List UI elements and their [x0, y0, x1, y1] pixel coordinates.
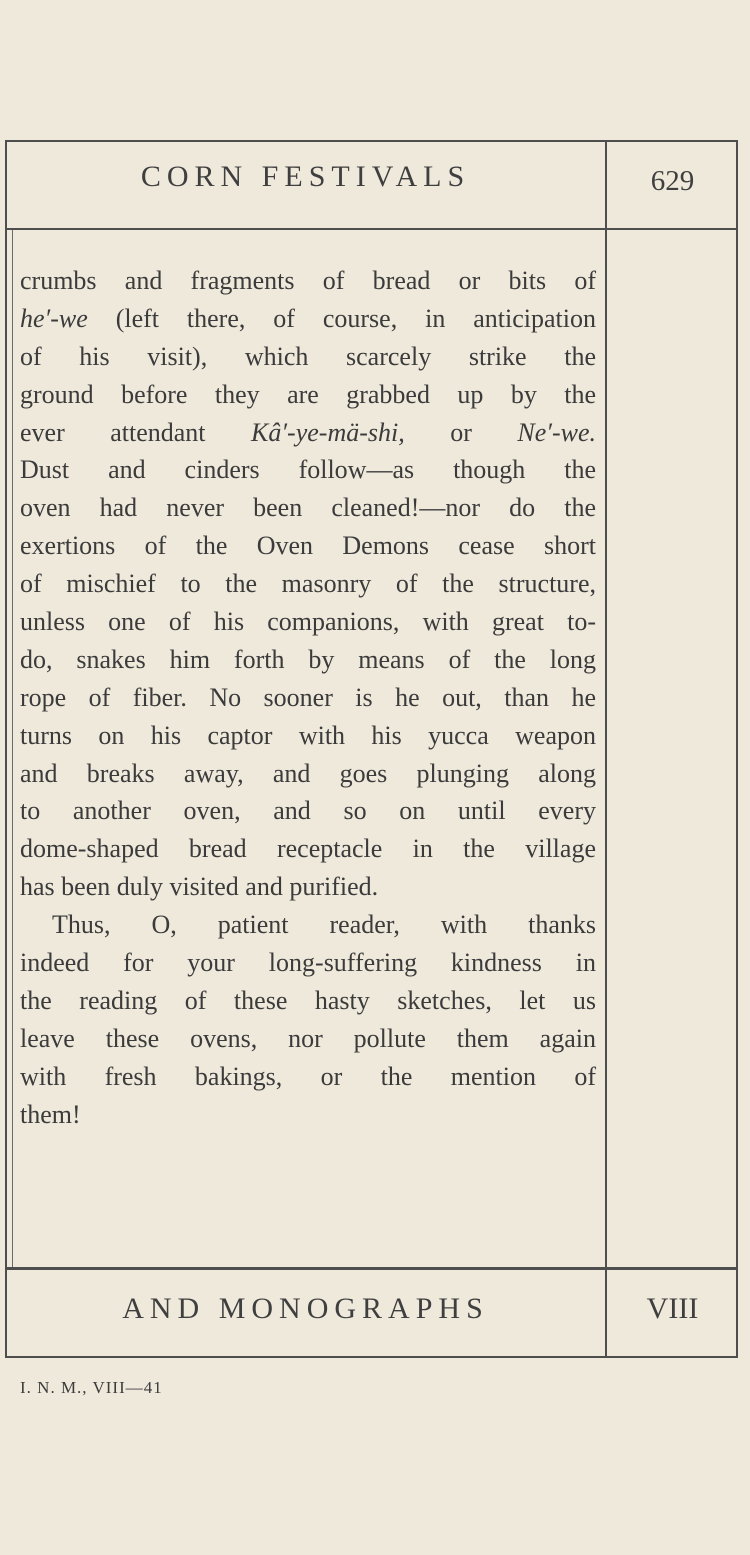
text-line: with fresh bakings, or the mention of [20, 1061, 596, 1091]
text-line: unless one of his companions, with great to- [20, 607, 596, 637]
text-line: turns on his captor with his yucca weapon [20, 720, 596, 750]
header-rule [5, 228, 738, 230]
text-line: do, snakes him forth by means of the long [20, 644, 596, 674]
text-line: exertions of the Oven Demons cease short [20, 531, 596, 561]
text-fragment: ever attendant [20, 417, 252, 447]
page-number: 629 [650, 165, 695, 197]
text-line: rope of fiber. No sooner is he out, than he [20, 682, 596, 712]
text-line: the reading of these hasty sketches, let us [20, 985, 596, 1015]
text-line: ground before they are grabbed up by the [20, 379, 596, 409]
native-term: he′-we [20, 303, 88, 333]
text-line: Dust and cinders follow—as though the [20, 455, 596, 485]
running-head: CORN FESTIVALS [140, 160, 471, 193]
footer-rule [5, 1267, 738, 1270]
text-line: of mischief to the masonry of the structure, [20, 569, 596, 599]
text-line: dome-shaped bread receptacle in the village [20, 834, 596, 864]
text-line [20, 300, 596, 338]
printer-signature: I. N. M., VIII—41 [20, 1378, 163, 1397]
text-line [20, 414, 596, 452]
native-term: Kâ′-ye-mä-shi, [251, 417, 405, 447]
text-line: has been duly visited and purified. [20, 872, 379, 902]
footer-volume: VIII [646, 1292, 699, 1325]
footer-title: AND MONOGRAPHS [122, 1292, 489, 1325]
text-line: of his visit), which scarcely strike the [20, 341, 596, 371]
column-divider [605, 140, 607, 1358]
native-term: Ne′-we. [517, 417, 596, 447]
text-line: and breaks away, and goes plunging along [20, 758, 596, 788]
text-line: leave these ovens, nor pollute them again [20, 1023, 596, 1053]
body-text [20, 262, 596, 1133]
text-line: them! [20, 1099, 81, 1129]
text-line: Thus, O, patient reader, with thanks [52, 910, 596, 940]
text-line: oven had never been cleaned!—nor do the [20, 493, 596, 523]
text-fragment: (left there, of course, in anticipation [87, 303, 596, 333]
text-line: to another oven, and so on until every [20, 796, 596, 826]
text-line: indeed for your long-suffering kindness in [20, 948, 596, 978]
text-fragment: or [404, 417, 518, 447]
text-line: crumbs and fragments of bread or bits of [20, 266, 596, 295]
text-area-rule [12, 230, 13, 1267]
